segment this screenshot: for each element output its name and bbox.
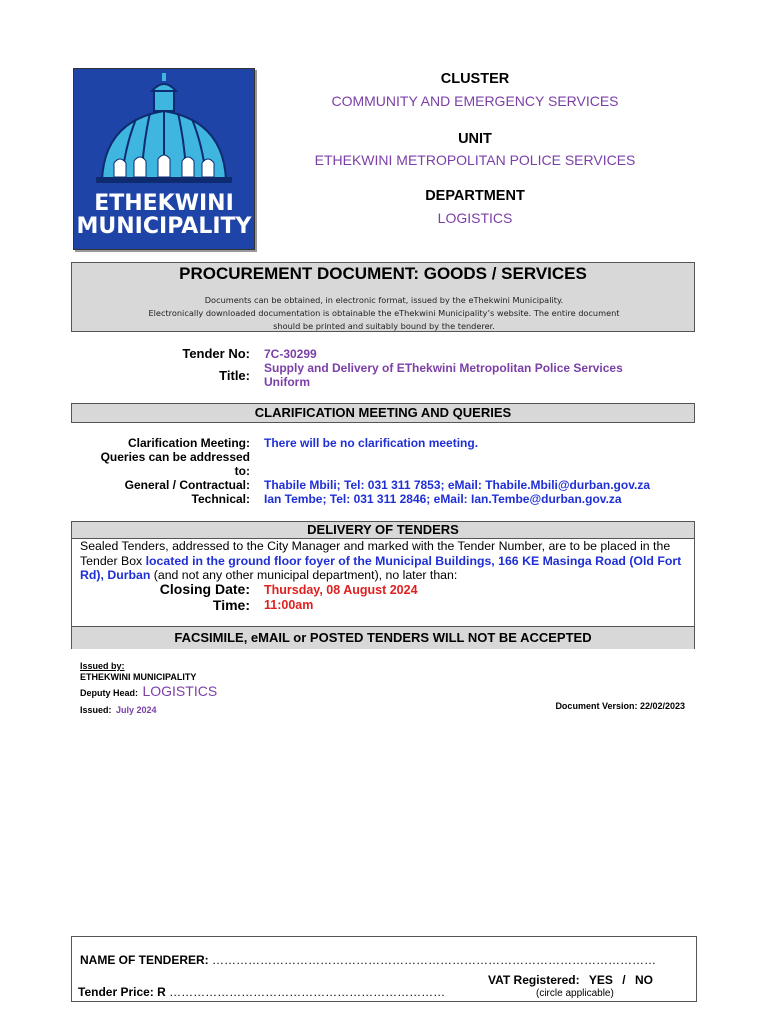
procurement-description (132, 294, 636, 333)
department-label: DEPARTMENT (425, 188, 525, 204)
tenderer-name-field[interactable]: ………………………………………………………………………………………………… (212, 953, 657, 967)
procurement-title: PROCUREMENT DOCUMENT: GOODS / SERVICES (179, 264, 587, 283)
tender-price-field[interactable]: …………………………………………………………… (169, 985, 446, 999)
closing-time-label: Time: (212, 597, 250, 613)
general-contact-value[interactable]: Thabile Mbili; Tel: 031 311 7853; eMail: Thabile.Mbili@durban.gov.za (264, 478, 651, 492)
clarification-heading-bar (71, 403, 695, 423)
tender-title-line1: Supply and Delivery of EThekwini Metropolitan Police Services (264, 361, 623, 375)
general-contact-label: General / Contractual: (124, 478, 250, 492)
department-value: LOGISTICS (437, 210, 513, 226)
unit-label: UNIT (458, 131, 492, 147)
vat-registered-label: VAT Registered: (488, 973, 580, 987)
closing-date-value: Thursday, 08 August 2024 (264, 583, 418, 597)
clarification-meeting-label: Clarification Meeting: (127, 436, 250, 450)
vat-no-option[interactable]: NO (634, 973, 653, 987)
procurement-box (71, 262, 695, 332)
technical-contact-value[interactable]: Ian Tembe; Tel: 031 311 2846; eMail: Ian.Tembe@durban.gov.za (264, 492, 622, 506)
queries-label-line2: to: (234, 464, 250, 478)
tender-no-label: Tender No: (182, 346, 250, 361)
ethekwini-logo (73, 68, 255, 250)
delivery-heading: DELIVERY OF TENDERS (307, 522, 459, 537)
tenderer-name-label: NAME OF TENDERER: (80, 953, 209, 967)
procurement-desc-line2: Electronically downloaded documentation is obtainable the eThekwini Municipality’s website. The entire document (148, 308, 620, 318)
procurement-desc-line1: Documents can be obtained, in electronic format, issued by the eThekwini Municipality. (204, 295, 564, 305)
delivery-text-part1: Sealed Tenders, addressed to the City Manager and marked with the Tender Number, are to be placed in the Tender Box (80, 539, 671, 568)
cluster-value: COMMUNITY AND EMERGENCY SERVICES (331, 93, 619, 109)
deputy-head-label: Deputy Head: (80, 688, 139, 698)
delivery-location: located in the ground floor foyer of the Municipal Buildings, 166 KE Masinga Road (Old Fort Rd), Durban (80, 553, 682, 583)
tender-price-label: Tender Price: R (78, 985, 166, 999)
circle-applicable-note: (circle applicable) (536, 988, 614, 999)
clarification-meeting-value: There will be no clarification meeting. (264, 436, 479, 450)
delivery-heading-bar (72, 522, 694, 539)
issuer-name: ETHEKWINI MUNICIPALITY (80, 672, 197, 682)
issued-date-label: Issued: (80, 705, 112, 715)
technical-contact-label: Technical: (191, 492, 250, 506)
vat-separator: / (622, 973, 626, 987)
deputy-head-value: LOGISTICS (142, 683, 218, 699)
delivery-paragraph (80, 539, 692, 583)
queries-label-line1: Queries can be addressed (100, 450, 250, 464)
issued-by-label: Issued by: (80, 661, 125, 671)
closing-time-value: 11:00am (264, 598, 314, 612)
issued-date-value: July 2024 (115, 705, 157, 715)
delivery-text-part2: (and not any other municipal department), no later than: (150, 568, 458, 583)
fax-notice: FACSIMILE, eMAIL or POSTED TENDERS WILL NOT BE ACCEPTED (174, 630, 592, 645)
logo-text-line1: ETHEKWINI (94, 191, 234, 216)
unit-value: ETHEKWINI METROPOLITAN POLICE SERVICES (314, 152, 636, 168)
procurement-desc-line3: should be printed and suitably bound by the tenderer. (273, 321, 495, 331)
tender-no-value: 7C-30299 (264, 347, 317, 361)
document-version: Document Version: 22/02/2023 (555, 701, 685, 711)
cluster-label: CLUSTER (440, 71, 510, 87)
tender-title-line2: Uniform (264, 375, 310, 389)
vat-yes-option[interactable]: YES (588, 973, 613, 987)
logo-text-line2: MUNICIPALITY (76, 214, 252, 239)
fax-notice-bar (72, 626, 694, 649)
clarification-heading: CLARIFICATION MEETING AND QUERIES (254, 405, 512, 420)
closing-date-label: Closing Date: (159, 581, 250, 597)
tender-title-label: Title: (219, 368, 250, 383)
